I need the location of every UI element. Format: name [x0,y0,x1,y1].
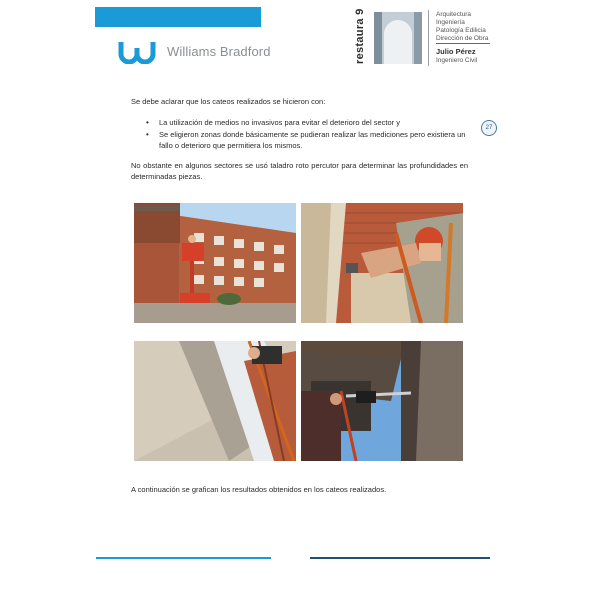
restaura-label: restaura 9 [354,8,366,64]
list-item: • La utilización de medios no invasivos para evitar el deterioro del sector y [146,117,472,128]
photo-worker-measuring [301,203,463,323]
engineer-title: Ingeniero Civil [436,57,478,64]
list-item: • Se eligieron zonas donde básicamente se pudieran realizar las mediciones pero existiera un fallo o deterioro que permitiera los mismos. [146,129,472,151]
photo-slab-underside [134,341,296,461]
firm-service-line: Arquitectura [436,11,472,18]
photo-building-lift [134,203,296,323]
photo-drilling-work [301,341,463,461]
intro-text: Se debe aclarar que los cateos realizados se hicieron con: [131,97,326,106]
restaura-logo-image [374,12,422,64]
footer-accent-line [96,557,271,559]
header-divider [428,10,429,66]
header-accent-bar [95,7,261,27]
firm-service-line: Dirección de Obra [436,35,489,42]
page-number-badge: 27 [481,120,497,136]
conclusion-text: A continuación se grafican los resultados obtenidos en los cateos realizados. [131,485,387,494]
brand-name: Williams Bradford [167,44,271,59]
firm-service-line: Patología Edilicia [436,27,486,34]
firm-services [436,11,488,43]
firm-service-line: Ingeniería [436,19,465,26]
engineer-name: Julio Pérez [436,47,476,56]
drilling-paragraph: No obstante en algunos sectores se usó taladro roto percutor para determinar las profundidades en determinadas piezas. [131,161,468,181]
bullet-list [146,117,472,152]
firm-rule [436,43,490,44]
williams-bradford-logo-icon [118,40,160,64]
footer-dark-line [310,557,490,559]
